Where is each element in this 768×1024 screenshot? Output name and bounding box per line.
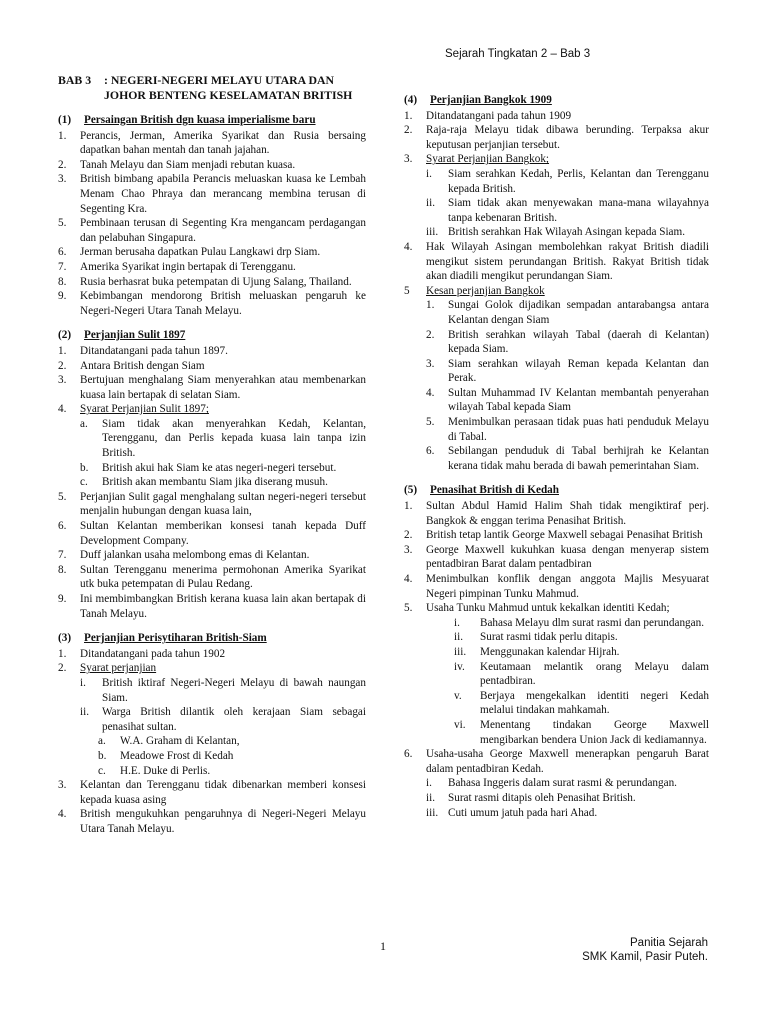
item-text: Ditandatangani pada tahun 1902 [80, 647, 226, 660]
item-marker: 4. [58, 403, 67, 416]
item-marker: 6. [58, 520, 67, 533]
page-header: Sejarah Tingkatan 2 – Bab 3 [445, 48, 591, 60]
page-number: 1 [380, 939, 386, 953]
item-text: Perjanjian Sulit gagal menghalang sultan negeri-negeri tersebut menjalin hubungan dengan kuasa lain, [80, 490, 366, 518]
list-item [426, 357, 709, 386]
item-text: Menimbulkan perasaan tidak puas hati penduduk Melayu di Tabal. [448, 416, 709, 443]
list-item [58, 519, 366, 548]
list-item [80, 676, 366, 705]
item-text: Bahasa Melayu dlm surat rasmi dan perundangan. [480, 616, 704, 629]
list-item [426, 791, 709, 806]
list-item [58, 289, 366, 318]
item-text: Sultan Kelantan memberikan konsesi tanah kepada Duff Development Company. [80, 520, 366, 547]
section-title: Persaingan British dgn kuasa imperialisme baru [84, 114, 316, 126]
item-marker: 4. [58, 808, 67, 821]
item-text: Sebilangan penduduk di Tabal berhijrah ke Kelantan kerana tidak mahu berada di bawah pemerintahan Siam. [448, 445, 709, 472]
list-item [454, 718, 709, 747]
item-marker: 2. [404, 529, 413, 542]
item-marker: 3. [404, 543, 413, 556]
item-text: Kebimbangan mendorong British meluaskan pengaruh ke Negeri-Negeri Utara Tanah Melayu. [80, 290, 366, 317]
chapter-title-text: : NEGERI-NEGERI MELAYU UTARA DAN JOHOR BENTENG KESELAMATAN BRITISH [104, 73, 353, 102]
item-marker: 2. [426, 328, 435, 341]
item-text: Menggunakan kalendar Hijrah. [480, 645, 620, 658]
list-item [98, 749, 366, 764]
item-marker: a. [98, 735, 106, 748]
left-column [58, 73, 366, 837]
item-marker: 1. [58, 647, 67, 660]
item-text: Ditandatangani pada tahun 1897. [80, 344, 228, 357]
item-marker: 6. [404, 748, 413, 761]
list-item [98, 734, 366, 749]
list-item [58, 661, 366, 676]
item-text: Tanah Melayu dan Siam menjadi rebutan kuasa. [80, 158, 296, 171]
list-item [426, 386, 709, 415]
item-marker: 5. [426, 416, 435, 429]
list-item [426, 298, 709, 327]
section-number: (1) [58, 114, 72, 126]
list-item [58, 260, 366, 275]
item-text: H.E. Duke di Perlis. [120, 764, 211, 777]
item-marker: 1. [404, 109, 413, 122]
item-marker: 7. [58, 260, 67, 273]
list-item [454, 660, 709, 689]
list-item [58, 563, 366, 592]
item-text: Duff jalankan usaha melombong emas di Kelantan. [80, 549, 310, 562]
list-item [98, 764, 366, 779]
list-item [58, 490, 366, 519]
footer-line-2: SMK Kamil, Pasir Puteh. [582, 951, 708, 963]
item-text: Amerika Syarikat ingin bertapak di Terengganu. [80, 260, 296, 273]
item-marker: 9. [58, 593, 67, 605]
item-text: Jerman berusaha dapatkan Pulau Langkawi drp Siam. [80, 246, 321, 259]
list-item [404, 747, 709, 776]
item-text: Siam serahkan wilayah Reman kepada Kelantan dan Perak. [448, 357, 709, 385]
item-text: Syarat Perjanjian Bangkok; [426, 153, 550, 166]
item-text: Sultan Muhammad IV Kelantan membantah penyerahan wilayah Tabal kepada Siam [448, 386, 709, 414]
section-number: (3) [58, 632, 72, 645]
item-text: Berjaya mengekalkan identiti negeri Kedah melalui tindakan mahkamah. [480, 689, 709, 717]
list-item [404, 528, 709, 543]
item-text: British tetap lantik George Maxwell sebagai Penasihat British [426, 529, 703, 542]
list-item [58, 807, 366, 836]
list-item [58, 245, 366, 260]
item-text: Kelantan dan Terengganu tidak dibenarkan memberi konsesi kepada kuasa asing [80, 779, 366, 806]
item-text: Cuti umum jatuh pada hari Ahad. [448, 806, 598, 819]
list-item [404, 284, 709, 299]
section-heading [58, 113, 366, 128]
item-marker: 3. [58, 374, 67, 387]
list-item [58, 129, 366, 158]
item-text: Keutamaan melantik orang Melayu dalam pentadbiran. [480, 660, 709, 688]
list-item [454, 630, 709, 645]
section-title: Perjanjian Sulit 1897 [84, 329, 186, 342]
list-item [80, 461, 366, 476]
chapter-title [58, 73, 366, 103]
item-marker: iv. [454, 660, 465, 673]
list-item [80, 417, 366, 461]
section-title: Penasihat British di Kedah [430, 484, 559, 497]
item-text: Raja-raja Melayu tidak dibawa berunding. Terpaksa akur keputusan perjanjian tersebut. [426, 124, 709, 151]
item-text: Pembinaan terusan di Segenting Kra mengancam perdagangan dan pelabuhan Singapura. [80, 217, 366, 244]
item-text: Usaha Tunku Mahmud untuk kekalkan identiti Kedah; [426, 602, 670, 615]
item-text: Syarat Perjanjian Sulit 1897; [80, 403, 209, 416]
item-marker: 1. [426, 299, 435, 312]
item-text: Sultan Abdul Hamid Halim Shah tidak mengiktiraf perj. Bangkok & enggan terima Penasihat British. [426, 500, 709, 527]
item-marker: 9. [58, 290, 67, 303]
list-item [426, 196, 709, 225]
item-marker: 5. [58, 217, 67, 230]
item-marker: iii. [426, 806, 439, 819]
item-text: Surat rasmi ditapis oleh Penasihat British. [448, 791, 636, 804]
item-text: Menentang tindakan George Maxwell mengibarkan bendera Union Jack di kediamannya. [480, 718, 709, 746]
item-marker: iii. [454, 645, 467, 658]
item-marker: ii. [454, 631, 464, 644]
item-marker: i. [80, 676, 86, 689]
list-item [404, 499, 709, 528]
item-marker: v. [454, 689, 462, 702]
section-number: (2) [58, 329, 72, 342]
list-item [426, 415, 709, 444]
item-text: Sungai Golok dijadikan sempadan antarabangsa antara Kelantan dengan Siam [448, 299, 709, 326]
item-text: Perancis, Jerman, Amerika Syarikat dan Rusia bersaing dapatkan bahan mentah dan tanah jajahan. [80, 129, 366, 157]
item-marker: b. [98, 749, 107, 762]
list-item [404, 123, 709, 152]
item-text: Siam serahkan Kedah, Perlis, Kelantan dan Terengganu kepada British. [448, 167, 709, 195]
item-marker: 5. [58, 490, 67, 503]
item-text: British bimbang apabila Perancis meluaskan kuasa ke Lembah Menam Chao Phraya dan merancang membina terusan di Segenting Kra. [80, 173, 366, 215]
section-number: (5) [404, 484, 418, 497]
item-marker: i. [426, 167, 432, 180]
list-item [404, 572, 709, 601]
item-marker: i. [454, 616, 460, 629]
item-text: George Maxwell kukuhkan kuasa dengan menyerap sistem pentadbiran Barat dalam pentadbiran [426, 543, 709, 571]
list-item [58, 172, 366, 216]
item-marker: c. [80, 476, 88, 489]
item-marker: 2. [404, 124, 413, 137]
right-column [404, 93, 709, 820]
item-text: Ini membimbangkan British kerana kuasa lain akan bertapak di Tanah Melayu. [80, 593, 366, 620]
item-marker: 5. [404, 602, 413, 615]
list-item [426, 806, 709, 821]
item-marker: 8. [58, 275, 67, 288]
list-item [80, 705, 366, 734]
list-item [454, 689, 709, 718]
list-item [454, 616, 709, 631]
item-text: Surat rasmi tidak perlu ditapis. [480, 631, 618, 644]
item-text: Bertujuan menghalang Siam menyerahkan atau membenarkan kuasa lain bertapak di selatan Siam. [80, 374, 366, 401]
item-text: Syarat perjanjian [80, 662, 157, 675]
item-text: British serahkan Hak Wilayah Asingan kepada Siam. [448, 226, 686, 239]
item-text: Usaha-usaha George Maxwell menerapkan pengaruh Barat dalam pentadbiran Kedah. [426, 748, 709, 775]
item-text: British akan membantu Siam jika diserang musuh. [102, 476, 328, 489]
item-marker: 4. [426, 386, 435, 399]
list-item [58, 359, 366, 374]
item-marker: 3. [58, 173, 67, 186]
list-item [58, 158, 366, 173]
item-marker: 2. [58, 359, 67, 372]
list-item [404, 543, 709, 572]
item-text: Hak Wilayah Asingan membolehkan rakyat British diadili mengikut sistem perundangan British. Rakyat British tidak akan diadili mengikut perundangan Siam. [426, 240, 709, 283]
item-text: British mengukuhkan pengaruhnya di Negeri-Negeri Melayu Utara Tanah Melayu. [80, 808, 366, 835]
item-text: Kesan perjanjian Bangkok [426, 284, 545, 297]
item-marker: i. [426, 777, 432, 790]
list-item [58, 373, 366, 402]
list-item [426, 225, 709, 240]
item-text: W.A. Graham di Kelantan, [120, 735, 240, 748]
item-marker: 6. [58, 246, 67, 259]
list-item [404, 601, 709, 616]
item-text: Sultan Terengganu menerima permohonan Amerika Syarikat utk buka petempatan di Pulau Redang. [80, 563, 366, 591]
item-text: British serahkan wilayah Tabal (daerah di Kelantan) kepada Siam. [448, 328, 709, 356]
item-marker: 1. [58, 344, 67, 357]
list-item [58, 402, 366, 417]
item-text: Antara British dengan Siam [80, 359, 205, 372]
section-heading [404, 93, 709, 108]
item-text: Siam tidak akan menyewakan mana-mana wilayahnya tanpa kebenaran British. [448, 197, 709, 224]
list-item [426, 167, 709, 196]
item-marker: a. [80, 417, 88, 430]
list-item [58, 548, 366, 563]
item-marker: b. [80, 461, 89, 474]
item-marker: 2. [58, 158, 67, 171]
list-item [58, 216, 366, 245]
section-number: (4) [404, 94, 418, 106]
item-text: Meadowe Frost di Kedah [120, 749, 234, 762]
list-item [58, 344, 366, 359]
list-item [404, 240, 709, 284]
item-marker: 3. [404, 153, 413, 166]
footer [582, 936, 708, 964]
item-marker: 2. [58, 662, 67, 675]
item-marker: 3. [426, 357, 435, 370]
list-item [426, 444, 709, 473]
list-item [58, 592, 366, 621]
item-marker: vi. [454, 718, 466, 731]
item-marker: 6. [426, 445, 435, 458]
footer-line-1: Panitia Sejarah [630, 937, 708, 949]
section-title: Perjanjian Perisytiharan British-Siam [84, 632, 267, 645]
item-text: Menimbulkan konflik dengan anggota Majlis Mesyuarat Negeri pimpinan Tunku Mahmud. [426, 573, 709, 600]
section-heading [58, 328, 366, 343]
item-text: Bahasa Inggeris dalam surat rasmi & perundangan. [448, 777, 677, 790]
list-item [58, 778, 366, 807]
item-marker: ii. [80, 706, 90, 719]
section-heading [58, 631, 366, 646]
item-marker: iii. [426, 226, 439, 239]
item-marker: ii. [426, 197, 436, 210]
list-item [58, 647, 366, 662]
list-item [426, 776, 709, 791]
item-text: British iktiraf Negeri-Negeri Melayu di bawah naungan Siam. [102, 676, 366, 704]
section-title: Perjanjian Bangkok 1909 [430, 94, 552, 106]
item-text: British akui hak Siam ke atas negeri-negeri tersebut. [102, 461, 337, 474]
list-item [454, 645, 709, 660]
section-heading [404, 483, 709, 498]
item-marker: c. [98, 764, 106, 777]
item-marker: 4. [404, 573, 413, 585]
item-marker: 4. [404, 240, 413, 253]
item-marker: 1. [58, 129, 67, 142]
chapter-number: BAB 3 [58, 73, 92, 87]
item-marker: 3. [58, 779, 67, 792]
item-marker: 8. [58, 563, 67, 576]
list-item [58, 275, 366, 290]
list-item [80, 475, 366, 490]
item-text: Ditandatangani pada tahun 1909 [426, 109, 572, 122]
item-text: Warga British dilantik oleh kerajaan Siam sebagai penasihat sultan. [102, 706, 366, 733]
list-item [404, 152, 709, 167]
item-marker: ii. [426, 791, 436, 804]
item-marker: 7. [58, 549, 67, 562]
list-item [404, 109, 709, 124]
item-marker: 5 [404, 284, 410, 297]
item-text: Rusia berhasrat buka petempatan di Ujung Salang, Thailand. [80, 275, 352, 288]
list-item [426, 328, 709, 357]
item-marker: 1. [404, 500, 413, 513]
item-text: Siam tidak akan menyerahkan Kedah, Kelantan, Terengganu, dan Perlis kepada kuasa lain tanpa izin British. [102, 417, 366, 460]
